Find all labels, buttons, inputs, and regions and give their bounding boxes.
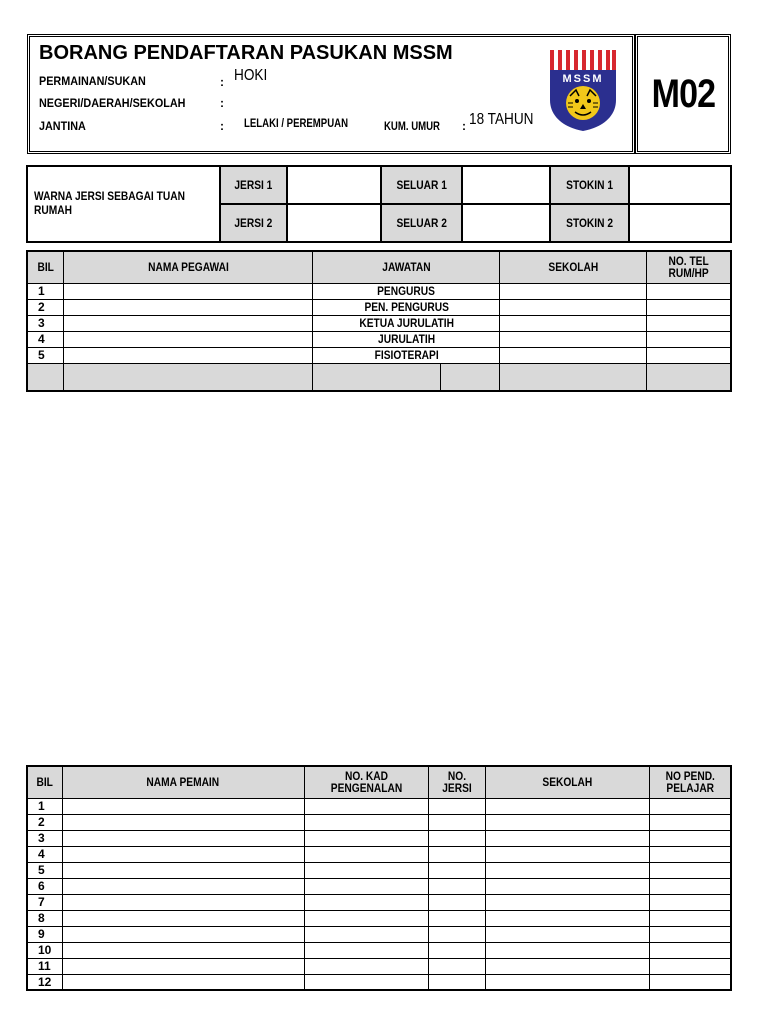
officials-header-nama: NAMA PEGAWAI [63,251,313,283]
official-name-cell[interactable] [63,315,313,331]
player-row [27,910,731,926]
player-pend-cell[interactable] [649,958,731,974]
player-jersey-cell[interactable] [428,942,485,958]
jersey-host-label: WARNA JERSI SEBAGAI TUAN RUMAH [27,166,220,242]
player-jersey-cell[interactable] [428,862,485,878]
player-pend-cell[interactable] [649,862,731,878]
filler-cell [63,363,313,391]
player-ic-cell[interactable] [304,846,428,862]
player-bil: 9 [27,926,62,942]
officials-header-bil: BIL [27,251,63,283]
gender-value[interactable]: LELAKI / PEREMPUAN [244,116,349,130]
officials-header-sekolah: SEKOLAH [500,251,647,283]
player-pend-cell[interactable] [649,942,731,958]
player-jersey-cell[interactable] [428,894,485,910]
players-header-sekolah: SEKOLAH [485,766,649,798]
official-sekolah-cell[interactable] [500,347,647,363]
player-name-cell[interactable] [62,942,304,958]
player-row [27,894,731,910]
seluar2-input[interactable] [462,204,550,242]
gender-colon: : [220,119,224,133]
official-bil: 3 [27,315,63,331]
official-name-cell[interactable] [63,299,313,315]
player-bil: 8 [27,910,62,926]
officials-header-tel: NO. TEL RUM/HP [646,251,731,283]
official-sekolah-cell[interactable] [500,315,647,331]
player-row [27,814,731,830]
players-header-pend: NO PEND. PELAJAR [649,766,731,798]
player-pend-cell[interactable] [649,830,731,846]
official-tel-cell[interactable] [646,315,731,331]
player-pend-cell[interactable] [649,798,731,814]
player-bil: 3 [27,830,62,846]
players-header-bil: BIL [27,766,62,798]
player-ic-cell[interactable] [304,958,428,974]
official-jawatan: PENGURUS [313,283,500,299]
player-sekolah-cell[interactable] [485,814,649,830]
official-name-cell[interactable] [63,283,313,299]
official-row [27,299,731,315]
player-ic-cell[interactable] [304,910,428,926]
players-header-ic: NO. KAD PENGENALAN [304,766,428,798]
player-pend-cell[interactable] [649,974,731,990]
official-name-cell[interactable] [63,331,313,347]
player-ic-cell[interactable] [304,894,428,910]
player-bil: 4 [27,846,62,862]
seluar2-label: SELUAR 2 [381,204,462,242]
player-ic-cell[interactable] [304,830,428,846]
official-sekolah-cell[interactable] [500,299,647,315]
logo-text: MSSM [562,73,604,85]
player-jersey-cell[interactable] [428,798,485,814]
jersi2-label: JERSI 2 [220,204,287,242]
player-name-cell[interactable] [62,798,304,814]
players-header-jersi: NO. JERSI [428,766,485,798]
players-table [26,765,732,991]
age-value[interactable]: 18 TAHUN [469,111,534,128]
official-jawatan: JURULATIH [313,331,500,347]
age-colon: : [462,119,466,133]
official-jawatan: KETUA JURULATIH [313,315,500,331]
player-name-cell[interactable] [62,958,304,974]
player-jersey-cell[interactable] [428,878,485,894]
player-bil: 2 [27,814,62,830]
official-tel-cell[interactable] [646,347,731,363]
state-colon: : [220,96,224,110]
official-tel-cell[interactable] [646,299,731,315]
official-jawatan: FISIOTERAPI [313,347,500,363]
player-ic-cell[interactable] [304,814,428,830]
player-ic-cell[interactable] [304,798,428,814]
player-jersey-cell[interactable] [428,910,485,926]
player-ic-cell[interactable] [304,862,428,878]
player-sekolah-cell[interactable] [485,974,649,990]
mssm-logo-icon [548,48,618,132]
players-header-nama: NAMA PEMAIN [62,766,304,798]
player-name-cell[interactable] [62,846,304,862]
official-bil: 5 [27,347,63,363]
player-sekolah-cell[interactable] [485,926,649,942]
officials-filler-row [27,363,731,391]
player-sekolah-cell[interactable] [485,862,649,878]
player-sekolah-cell[interactable] [485,910,649,926]
jersey-colors-table [26,165,732,243]
stokin1-input[interactable] [629,166,731,204]
officials-header-jawatan: JAWATAN [313,251,500,283]
player-row [27,846,731,862]
gender-label: JANTINA [39,119,86,133]
official-tel-cell[interactable] [646,331,731,347]
official-bil: 2 [27,299,63,315]
player-row [27,942,731,958]
official-bil: 4 [27,331,63,347]
player-row [27,830,731,846]
player-name-cell[interactable] [62,926,304,942]
player-sekolah-cell[interactable] [485,798,649,814]
player-ic-cell[interactable] [304,926,428,942]
official-row [27,315,731,331]
player-sekolah-cell[interactable] [485,942,649,958]
player-sekolah-cell[interactable] [485,958,649,974]
form-code: M02 [651,71,715,116]
player-ic-cell[interactable] [304,974,428,990]
jersi2-input[interactable] [287,204,381,242]
player-name-cell[interactable] [62,830,304,846]
player-bil: 5 [27,862,62,878]
player-bil: 12 [27,974,62,990]
player-jersey-cell[interactable] [428,958,485,974]
stokin2-input[interactable] [629,204,731,242]
official-row [27,283,731,299]
seluar1-label: SELUAR 1 [381,166,462,204]
filler-cell [27,363,63,391]
form-title: BORANG PENDAFTARAN PASUKAN MSSM [39,42,453,64]
filler-cell [313,363,441,391]
filler-cell [646,363,731,391]
player-ic-cell[interactable] [304,942,428,958]
player-name-cell[interactable] [62,894,304,910]
player-row [27,878,731,894]
player-sekolah-cell[interactable] [485,846,649,862]
player-row [27,798,731,814]
player-name-cell[interactable] [62,878,304,894]
player-pend-cell[interactable] [649,846,731,862]
official-tel-cell[interactable] [646,283,731,299]
player-row [27,974,731,990]
player-jersey-cell[interactable] [428,846,485,862]
filler-cell [441,363,500,391]
stokin1-label: STOKIN 1 [550,166,628,204]
age-label: KUM. UMUR [384,119,440,133]
player-name-cell[interactable] [62,974,304,990]
officials-table [26,250,732,392]
player-jersey-cell[interactable] [428,814,485,830]
seluar1-input[interactable] [462,166,550,204]
player-bil: 11 [27,958,62,974]
player-sekolah-cell[interactable] [485,894,649,910]
player-sekolah-cell[interactable] [485,878,649,894]
player-name-cell[interactable] [62,862,304,878]
player-row [27,958,731,974]
form-code-box [635,34,731,154]
player-jersey-cell[interactable] [428,926,485,942]
official-bil: 1 [27,283,63,299]
jersi1-input[interactable] [287,166,381,204]
player-pend-cell[interactable] [649,894,731,910]
player-name-cell[interactable] [62,814,304,830]
player-pend-cell[interactable] [649,926,731,942]
sport-value[interactable]: HOKI [234,67,268,84]
player-pend-cell[interactable] [649,910,731,926]
player-pend-cell[interactable] [649,878,731,894]
official-name-cell[interactable] [63,347,313,363]
player-bil: 1 [27,798,62,814]
player-name-cell[interactable] [62,910,304,926]
official-row [27,331,731,347]
player-bil: 10 [27,942,62,958]
player-bil: 7 [27,894,62,910]
player-ic-cell[interactable] [304,878,428,894]
official-row [27,347,731,363]
sport-label: PERMAINAN/SUKAN [39,74,146,88]
player-bil: 6 [27,878,62,894]
filler-cell [500,363,647,391]
jersi1-label: JERSI 1 [220,166,287,204]
official-jawatan: PEN. PENGURUS [313,299,500,315]
official-sekolah-cell[interactable] [500,331,647,347]
player-row [27,862,731,878]
official-sekolah-cell[interactable] [500,283,647,299]
state-label: NEGERI/DAERAH/SEKOLAH [39,96,186,110]
player-jersey-cell[interactable] [428,830,485,846]
stokin2-label: STOKIN 2 [550,204,628,242]
player-sekolah-cell[interactable] [485,830,649,846]
sport-colon: : [220,75,224,89]
player-pend-cell[interactable] [649,814,731,830]
player-row [27,926,731,942]
player-jersey-cell[interactable] [428,974,485,990]
